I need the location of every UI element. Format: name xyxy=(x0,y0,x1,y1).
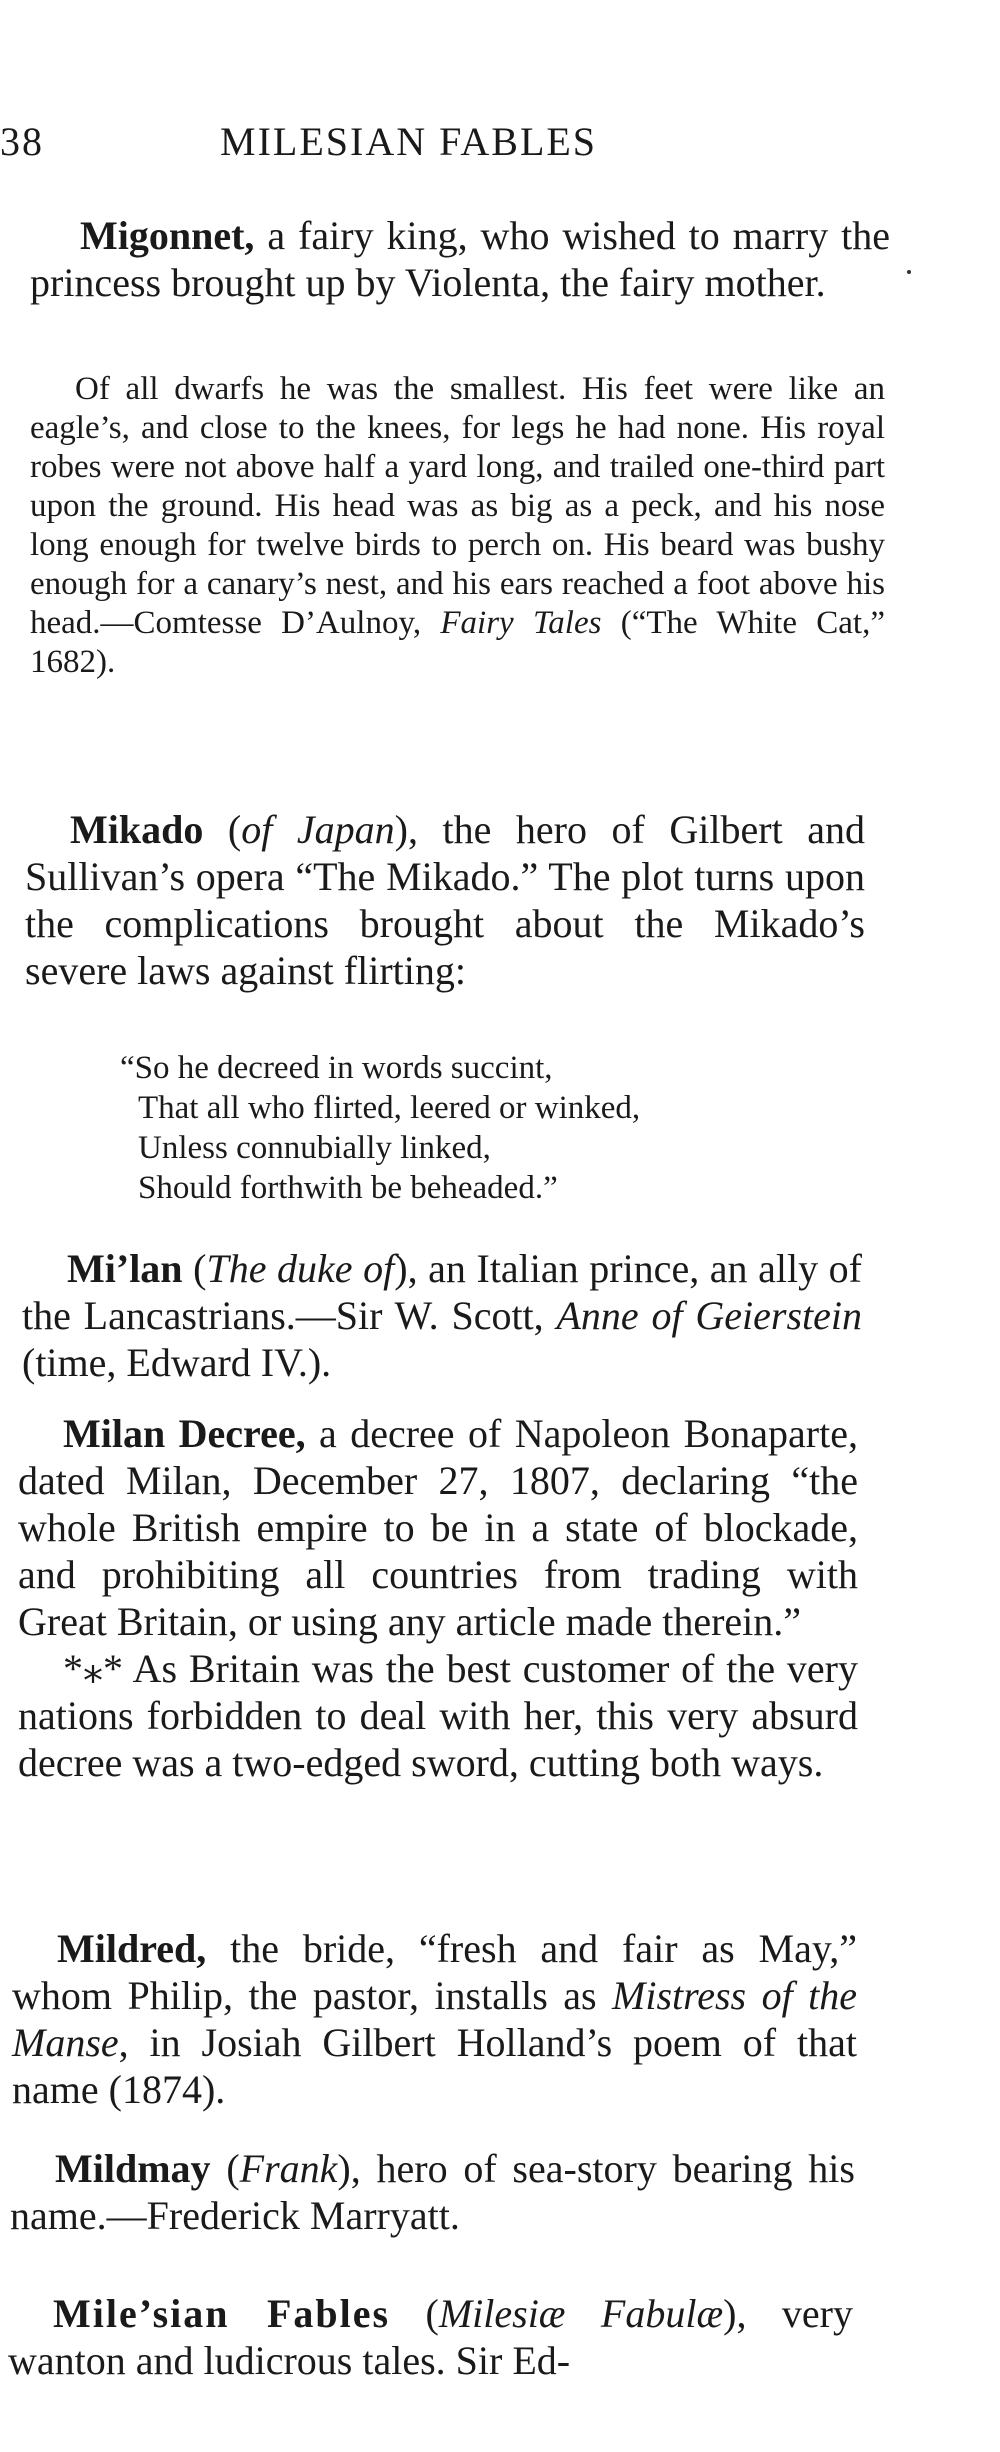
quotation-text: Of all dwarfs he was the smallest. His feet were like an eagle’s, and close to the knees, for legs he had none. His royal robes were not above half a yard long, and trailed one-third part upon the ground. His head was as big as a peck, and his nose long enough for twelve birds to perch on. His beard was bushy enough for a canary’s nest, and his ears reached a foot above his head.—Comtesse D’Aulnoy, xyxy=(30,371,885,641)
margin-mark xyxy=(907,270,911,274)
paren-close: ) xyxy=(337,2146,351,2191)
verse-line: Should forthwith be beheaded.” xyxy=(138,1170,558,1206)
entry-headword: Mile’sian Fables xyxy=(53,2291,391,2336)
entry-headword: Mi’lan xyxy=(67,1246,183,1291)
entry-headword: Migonnet, xyxy=(80,213,255,258)
mikado-verse xyxy=(120,1048,840,1208)
entry-migonnet xyxy=(30,212,890,306)
verse-line: Unless connubially linked, xyxy=(138,1130,491,1166)
entry-headword: Milan Decree, xyxy=(63,1411,306,1456)
verse-line: That all who flirted, leered or winked, xyxy=(138,1090,641,1126)
paren-close: ) xyxy=(394,1246,408,1291)
entry-mildmay xyxy=(10,2145,855,2239)
entry-milesian-fables xyxy=(8,2290,853,2384)
paren-open: ( xyxy=(390,2291,439,2336)
cited-work: Mistress of the Manse xyxy=(12,1973,858,2065)
cited-work: Anne of Geierstein xyxy=(556,1293,863,1338)
entry-mikado xyxy=(25,806,865,994)
running-header xyxy=(0,118,1000,178)
paren-close: ) xyxy=(394,807,408,852)
page-number: 38 xyxy=(0,119,44,164)
verse-line: “So he decreed in words succint, xyxy=(120,1050,553,1086)
running-head: MILESIAN FABLES xyxy=(220,119,598,164)
entry-tail: , in Josiah Gilbert Holland’s poem of that name (1874). xyxy=(12,2020,857,2112)
entry-body: a decree of Napoleon Bonaparte, dated Milan, December 27, 1807, declaring “the whole British empire to be in a state of blockade, and prohibiting all countries from trading with Great Britain, or using any article made therein.” xyxy=(18,1411,858,1644)
entry-tail: (time, Edward IV.). xyxy=(22,1340,332,1385)
paren-open: ( xyxy=(182,1246,207,1291)
entry-qualifier: The duke of xyxy=(206,1246,395,1291)
entry-milan xyxy=(22,1245,862,1386)
entry-note: As Britain was the best customer of the very nations forbidden to deal with her, this very absurd decree was a two-edged sword, cutting both ways. xyxy=(18,1646,858,1785)
entry-body: , an Italian prince, an ally of the Lancastrians.—Sir W. Scott, xyxy=(22,1246,862,1338)
entry-qualifier: of Japan xyxy=(241,807,395,852)
entry-headword: Mikado xyxy=(70,807,204,852)
entry-mildred xyxy=(12,1925,857,2113)
paren-close: ) xyxy=(723,2291,737,2336)
entry-body: a fairy king, who wished to marry the princess brought up by Violenta, the fairy mother. xyxy=(30,213,890,305)
note-mark: *⁎* xyxy=(63,1646,123,1691)
entry-body: , hero of sea-story bearing his name.—Frederick Marryatt. xyxy=(10,2146,855,2238)
paren-open: ( xyxy=(203,807,242,852)
quotation-source-title: Fairy Tales xyxy=(440,605,602,641)
entry-body: the bride, “fresh and fair as May,” whom Philip, the pastor, installs as xyxy=(12,1926,857,2018)
paren-open: ( xyxy=(210,2146,240,2191)
entry-body: , the hero of Gilbert and Sullivan’s opera “The Mikado.” The plot turns upon the complications brought about the Mikado’s severe laws against flirting: xyxy=(25,807,866,993)
entry-qualifier: Milesiæ Fabulæ xyxy=(438,2291,724,2336)
entry-body: , very wanton and ludicrous tales. Sir Ed- xyxy=(8,2291,853,2383)
entry-qualifier: Frank xyxy=(239,2146,338,2191)
entry-headword: Mildmay xyxy=(55,2146,211,2191)
entry-headword: Mildred, xyxy=(57,1926,207,1971)
quotation-source-tail: (“The White Cat,” 1682). xyxy=(30,605,885,680)
entry-migonnet-quotation xyxy=(30,370,885,682)
entry-milan-decree xyxy=(18,1410,858,1786)
